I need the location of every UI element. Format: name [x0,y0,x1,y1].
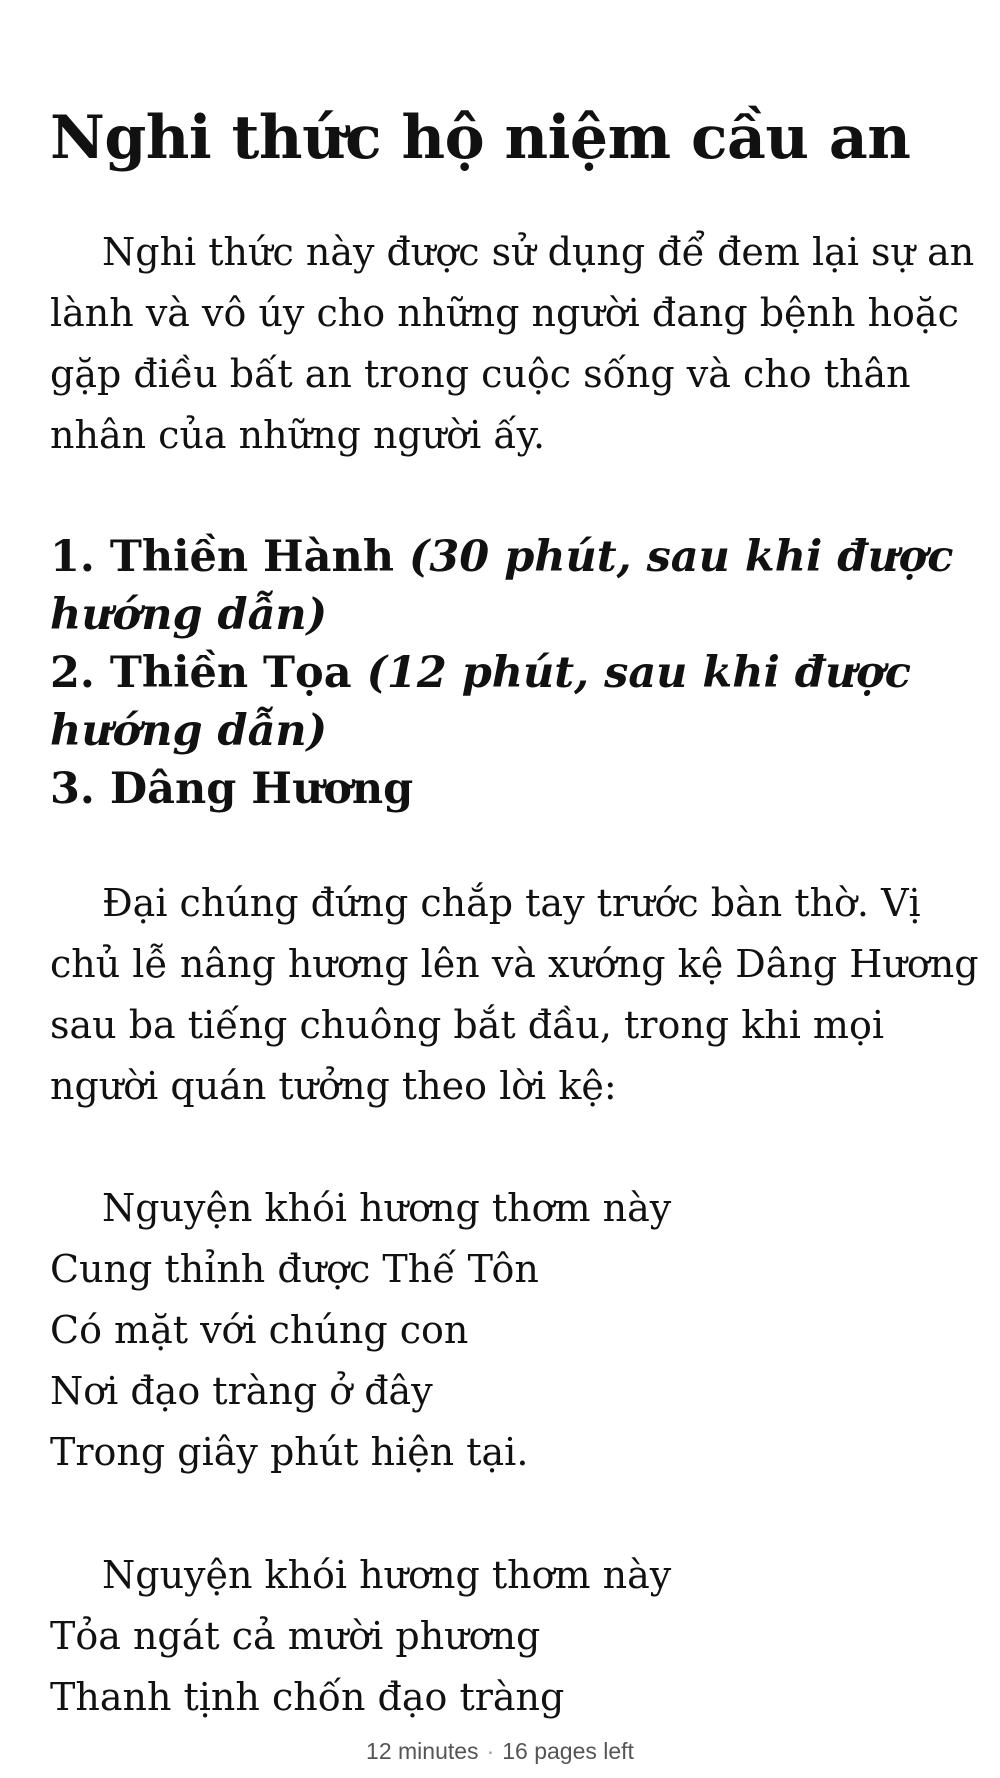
verse-line: Tỏa ngát cả mười phương [50,1614,541,1658]
instruction-line: sau ba tiếng chuông bắt đầu, trong khi mọi [50,1003,884,1047]
time-left: 12 minutes [366,1738,479,1764]
step-note: hướng dẫn) [50,706,328,756]
intro-paragraph [50,222,975,466]
verse-line: Nguyện khói hương thơm này [102,1186,672,1230]
step-item: 3. Dâng Hương [50,764,414,814]
instruction-paragraph [50,873,979,1117]
step-note: (12 phút, sau khi được [366,648,911,698]
separator: · [486,1738,495,1764]
step-note: hướng dẫn) [50,590,328,640]
intro-line: gặp điều bất an trong cuộc sống và cho thân [50,352,911,396]
instruction-line: người quán tưởng theo lời kệ: [50,1064,617,1108]
pages-left: 16 pages left [502,1738,634,1764]
verse-line: Có mặt với chúng con [50,1308,469,1352]
step-item [50,644,970,702]
intro-line: lành và vô úy cho những người đang bệnh hoặc [50,291,959,335]
step-item [50,528,970,586]
step-label: 2. Thiền Tọa [50,648,367,698]
reading-progress [0,1736,1000,1766]
verse-line: Thanh tịnh chốn đạo tràng [50,1675,565,1719]
intro-line: nhân của những người ấy. [50,413,546,457]
instruction-line: chủ lễ nâng hương lên và xướng kệ Dâng Hương [50,942,979,986]
step-note: (30 phút, sau khi được [409,532,954,582]
verse-2 [50,1545,970,1728]
steps-list [50,528,970,818]
step-label: 1. Thiền Hành [50,532,410,582]
intro-line: Nghi thức này được sử dụng để đem lại sự an [102,230,975,274]
verse-line: Trong giây phút hiện tại. [50,1430,529,1474]
chapter-title: Nghi thức hộ niệm cầu an [50,103,911,173]
verse-line: Nơi đạo tràng ở đây [50,1369,433,1413]
verse-line: Nguyện khói hương thơm này [102,1553,672,1597]
verse-1 [50,1178,970,1483]
verse-line: Cung thỉnh được Thế Tôn [50,1247,539,1291]
instruction-line: Đại chúng đứng chắp tay trước bàn thờ. Vị [102,881,921,925]
